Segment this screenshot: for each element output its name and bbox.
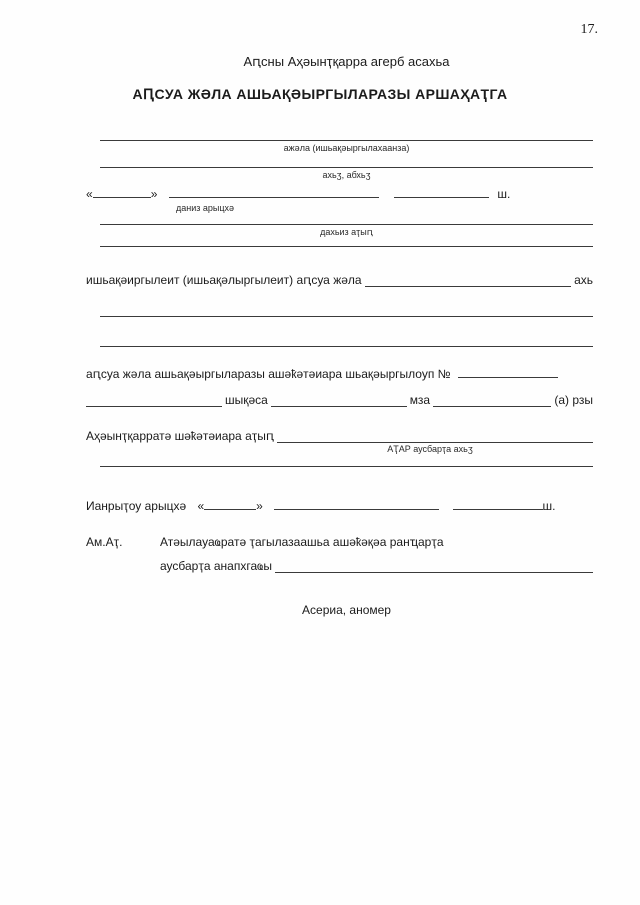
- blank-line: [100, 316, 593, 317]
- record-month-field: [271, 394, 407, 407]
- record-day-field: [433, 394, 551, 407]
- record-label: аԥсуа жәла ашьақәыргыларазы ашәҟәтәиара шьақәыргылоуп №: [86, 367, 451, 381]
- issue-day-field: [204, 497, 256, 510]
- year-abbrev: ш.: [542, 499, 556, 513]
- registrar-line2: аусбарҭа анапхгаҩы: [160, 559, 272, 573]
- birthdate-caption: даниз арыцхә: [175, 203, 235, 213]
- quote-close: »: [256, 499, 263, 513]
- registry-row: [86, 429, 593, 443]
- blank-line: [100, 140, 593, 141]
- quote-open: «: [197, 499, 205, 513]
- record-date-row: [86, 393, 593, 407]
- blank-line: [100, 167, 593, 168]
- registrar-signature-field: [275, 560, 593, 573]
- established-row: [86, 273, 593, 287]
- blank-line: [100, 224, 593, 225]
- quote-close: »: [150, 187, 158, 201]
- birthplace-caption: дахьиз аҭыԥ: [320, 227, 373, 237]
- birthdate-row: [86, 185, 593, 201]
- established-label: ишьақәиргылеит (ишьақәлыргылеит) аԥсуа жәла: [86, 273, 362, 287]
- registry-label: Аҳәынҭқарратә шәҟәтәиара аҭыԥ: [86, 429, 275, 443]
- series-label: Асериа, аномер: [302, 603, 391, 617]
- birth-year-field: [394, 185, 489, 198]
- day-suffix: (а) рзы: [554, 393, 593, 407]
- issue-date-row: [86, 497, 593, 513]
- seal-abbrev: Ам.Аҭ.: [86, 535, 123, 549]
- record-row: [86, 365, 593, 381]
- registry-caption: АҬАР аусбарҭа ахьӡ: [387, 444, 473, 454]
- blank-line: [100, 466, 593, 467]
- page-number: 17.: [580, 22, 598, 37]
- blank-line: [100, 246, 593, 247]
- established-surname-field: [365, 274, 571, 287]
- year-label: шықәса: [224, 393, 268, 407]
- document-title: АԤСУА ЖӘЛА АШЬАҚӘЫРГЫЛАРАЗЫ АРШАҲАҬГА: [132, 86, 508, 102]
- blank-line: [100, 346, 593, 347]
- registry-office-field: [277, 430, 593, 443]
- record-year-field: [86, 394, 222, 407]
- quote-open: «: [86, 187, 93, 201]
- registrar-line1: Атәылауаҩратә ҭагылазаашьа ашәҟәқәа ранҵарҭа: [160, 535, 444, 549]
- issue-label: Ианрыҭоу арыцхә: [86, 499, 187, 513]
- month-label: мза: [409, 393, 431, 407]
- birth-month-field: [169, 185, 379, 198]
- established-suffix: ахь: [574, 273, 593, 287]
- issue-month-field: [274, 497, 439, 510]
- name-caption: ахьӡ, абхьӡ: [322, 170, 371, 180]
- surname-caption: ажәла (ишьақәыргылахаанза): [283, 143, 410, 153]
- birth-day-field: [93, 185, 151, 198]
- document-subtitle: Аԥсны Аҳәынҭқарра агерб асахьа: [243, 54, 450, 69]
- issue-year-field: [453, 497, 543, 510]
- year-abbrev: ш.: [497, 187, 511, 201]
- record-number-field: [458, 365, 558, 378]
- registrar-row2: [160, 559, 593, 573]
